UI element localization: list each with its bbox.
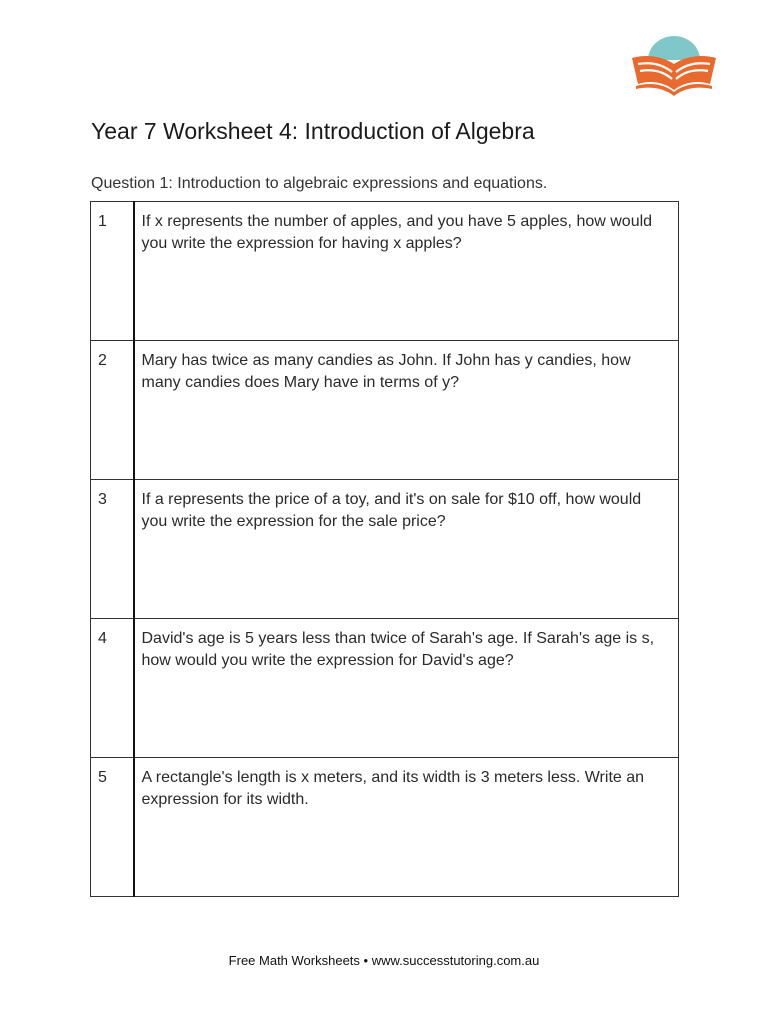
question-text: If x represents the number of apples, and you have 5 apples, how would you write the expression for having x apples? bbox=[134, 202, 679, 341]
page-footer: Free Math Worksheets • www.successtutoring.com.au bbox=[228, 953, 540, 968]
questions-table bbox=[90, 201, 679, 897]
question-number: 4 bbox=[91, 619, 134, 758]
table-row bbox=[91, 619, 679, 758]
question-number: 2 bbox=[91, 341, 134, 480]
table-row bbox=[91, 202, 679, 341]
question-text: Mary has twice as many candies as John. If John has y candies, how many candies does Mary have in terms of y? bbox=[134, 341, 679, 480]
open-book-logo-icon bbox=[628, 34, 720, 96]
question-text: David's age is 5 years less than twice of Sarah's age. If Sarah's age is s, how would you write the expression for David's age? bbox=[134, 619, 679, 758]
question-number: 5 bbox=[91, 758, 134, 897]
table-row bbox=[91, 341, 679, 480]
page-title: Year 7 Worksheet 4: Introduction of Algebra bbox=[91, 118, 535, 144]
question-number: 1 bbox=[91, 202, 134, 341]
question-number: 3 bbox=[91, 480, 134, 619]
question-text: If a represents the price of a toy, and it's on sale for $10 off, how would you write the expression for the sale price? bbox=[134, 480, 679, 619]
table-row bbox=[91, 758, 679, 897]
table-row bbox=[91, 480, 679, 619]
question-heading: Question 1: Introduction to algebraic expressions and equations. bbox=[91, 175, 548, 192]
question-text: A rectangle's length is x meters, and its width is 3 meters less. Write an expression for its width. bbox=[134, 758, 679, 897]
